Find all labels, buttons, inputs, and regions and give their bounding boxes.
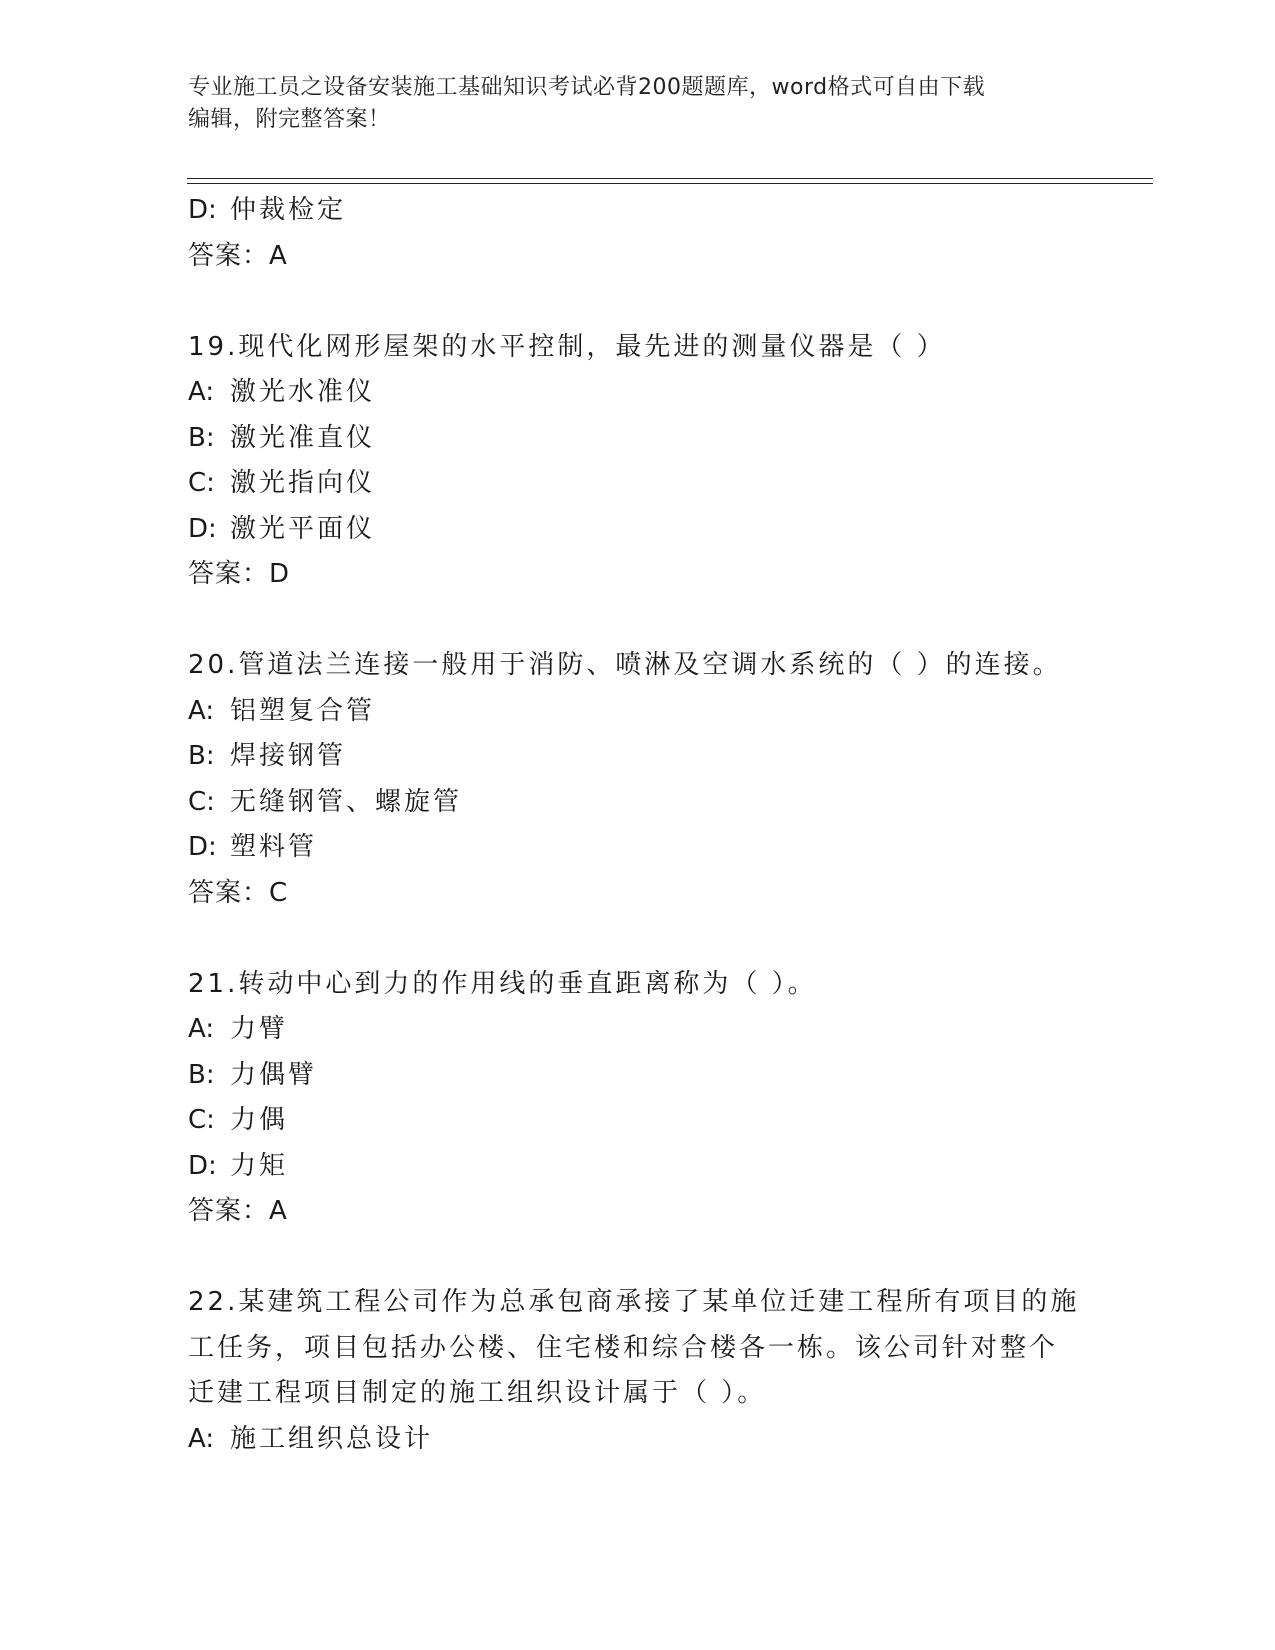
option-b [188,416,1088,462]
option-letter: A: [188,1014,215,1044]
answer-line: 答案：C [188,877,289,908]
option-text: 激光指向仪 [230,468,376,498]
spacer [188,916,1088,962]
option-letter: B: [188,422,215,453]
option-letter: A: [188,1423,215,1454]
answer-line: 答案：A [188,1196,288,1226]
spacer [188,279,1088,325]
header-rule-bottom [187,183,1153,184]
option-letter: D: [188,195,217,225]
option-text: 力偶臂 [230,1059,318,1090]
question-stem-line-3: 迁建工程项目制定的施工组织设计属于（ ）。 [188,1378,767,1408]
option-letter: C: [188,786,215,817]
question-stem: 19.现代化网形屋架的水平控制，最先进的测量仪器是（ ） [188,331,946,362]
option-text: 施工组织总设计 [230,1423,434,1454]
header-line-1: 专业施工员之设备安装施工基础知识考试必背200题题库，word格式可自由下载 [188,75,986,100]
option-c [188,1098,1088,1144]
option-letter: D: [188,832,217,862]
option-c [188,780,1088,826]
option-a [188,1417,1088,1463]
spacer [188,1235,1088,1281]
option-letter: C: [188,468,215,498]
option-text: 激光准直仪 [230,422,376,453]
header-line-2: 编辑，附完整答案！ [188,107,391,132]
question-list [188,188,1088,1462]
option-text: 激光水准仪 [230,377,376,407]
answer-line: 答案：D [188,559,291,589]
document-header [188,72,1088,136]
option-letter: B: [188,741,215,771]
option-text: 焊接钢管 [230,741,347,771]
option-text: 无缝钢管、螺旋管 [230,786,463,817]
option-d [188,188,1088,234]
option-text: 力偶 [230,1105,289,1135]
option-b [188,1053,1088,1099]
option-d [188,1144,1088,1190]
option-text: 激光平面仪 [230,513,376,544]
option-letter: B: [188,1059,215,1090]
option-d [188,825,1088,871]
option-letter: A: [188,695,215,726]
option-text: 仲裁检定 [230,195,347,225]
option-letter: D: [188,1150,217,1181]
question-stem-line-2: 工任务，项目包括办公楼、住宅楼和综合楼各一栋。该公司针对整个 [188,1332,1059,1363]
option-letter: D: [188,513,217,544]
option-text: 力臂 [230,1014,289,1044]
option-d [188,507,1088,553]
option-a [188,689,1088,735]
option-text: 力矩 [230,1150,289,1181]
answer-line: 答案：A [188,240,288,271]
option-a [188,370,1088,416]
header-rule-top [187,178,1153,179]
question-stem: 21.转动中心到力的作用线的垂直距离称为（ ）。 [188,968,817,999]
option-b [188,734,1088,780]
option-letter: A: [188,377,215,407]
option-letter: C: [188,1105,215,1135]
question-stem-line-1: 22.某建筑工程公司作为总承包商承接了某单位迁建工程所有项目的施 [188,1287,1080,1317]
option-text: 塑料管 [230,832,318,862]
question-stem: 20.管道法兰连接一般用于消防、喷淋及空调水系统的（ ）的连接。 [188,650,1062,680]
option-c [188,461,1088,507]
option-a [188,1007,1088,1053]
spacer [188,598,1088,644]
option-text: 铝塑复合管 [230,695,376,726]
